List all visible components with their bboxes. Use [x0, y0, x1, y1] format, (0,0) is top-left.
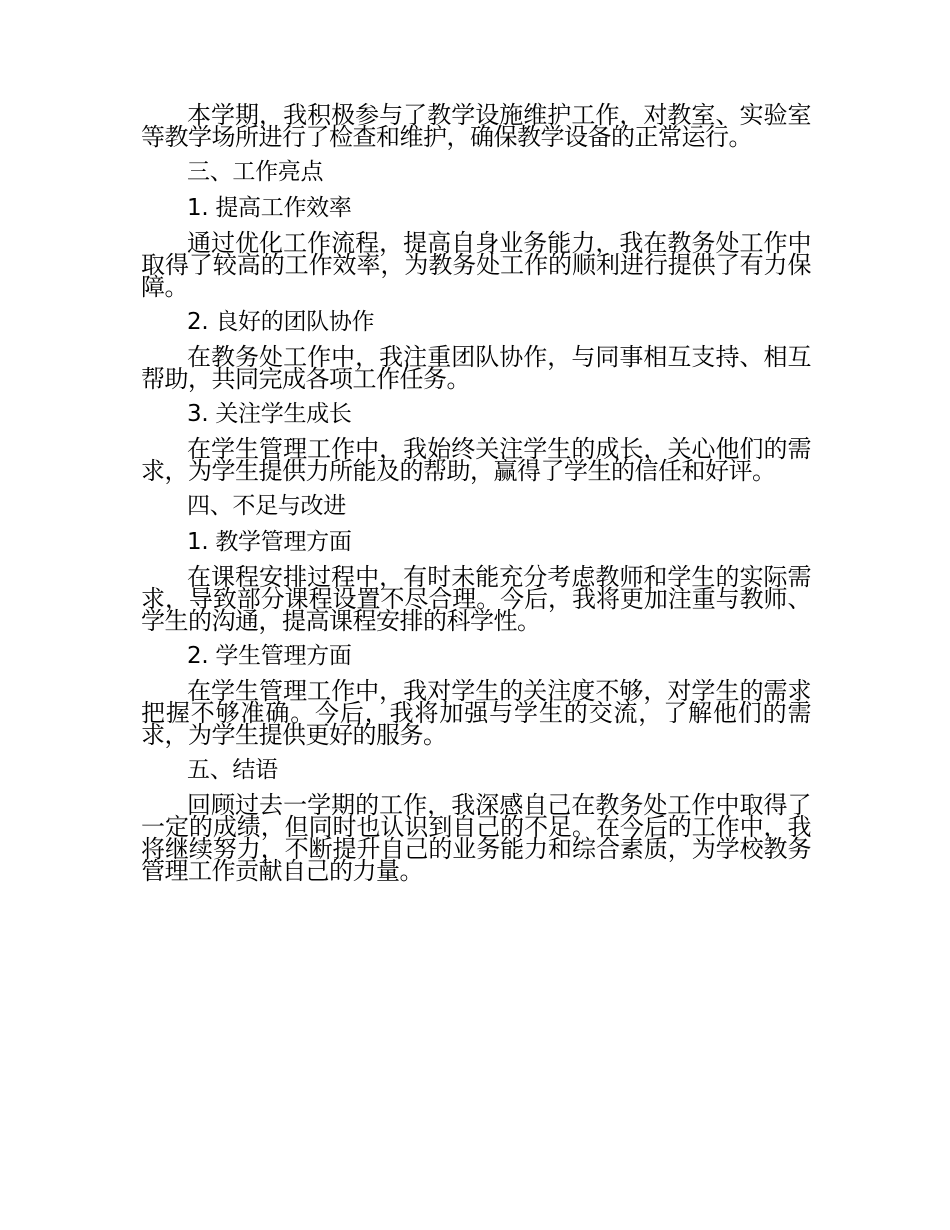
- section-heading-highlights: 三、工作亮点: [187, 159, 324, 185]
- subheading-teamwork: 2. 良好的团队协作: [187, 309, 375, 335]
- paragraph-conclusion: 回顾过去一学期的工作，我深感自己在教务处工作中取得了一定的成绩，但同时也认识到自己的不足。在今后的工作中，我将继续努力，不断提升自己的业务能力和综合素质，为学校教务管理工作贡献自己的力量。: [141, 791, 811, 885]
- subheading-teaching-management: 1. 教学管理方面: [187, 529, 352, 555]
- paragraph-student-growth: 在学生管理工作中，我始终关注学生的成长，关心他们的需求，为学生提供力所能及的帮助，赢得了学生的信任和好评。: [141, 435, 811, 485]
- document-body: [141, 101, 811, 894]
- paragraph-efficiency: 通过优化工作流程，提高自身业务能力，我在教务处工作中取得了较高的工作效率，为教务处工作的顺利进行提供了有力保障。: [141, 229, 811, 301]
- subheading-student-growth: 3. 关注学生成长: [187, 401, 352, 427]
- paragraph-teamwork: 在教务处工作中，我注重团队协作，与同事相互支持、相互帮助，共同完成各项工作任务。: [141, 343, 811, 393]
- paragraph-student-management: 在学生管理工作中，我对学生的关注度不够，对学生的需求把握不够准确。今后，我将加强与学生的交流，了解他们的需求，为学生提供更好的服务。: [141, 677, 811, 749]
- section-heading-conclusion: 五、结语: [187, 757, 278, 783]
- paragraph-facility-maintenance: 本学期，我积极参与了教学设施维护工作，对教室、实验室等教学场所进行了检查和维护，确保教学设备的正常运行。: [141, 101, 811, 151]
- section-heading-improvements: 四、不足与改进: [187, 493, 346, 519]
- paragraph-teaching-management: 在课程安排过程中，有时未能充分考虑教师和学生的实际需求，导致部分课程设置不尽合理。今后，我将更加注重与教师、学生的沟通，提高课程安排的科学性。: [141, 563, 811, 635]
- subheading-student-management: 2. 学生管理方面: [187, 643, 352, 669]
- subheading-efficiency: 1. 提高工作效率: [187, 195, 352, 221]
